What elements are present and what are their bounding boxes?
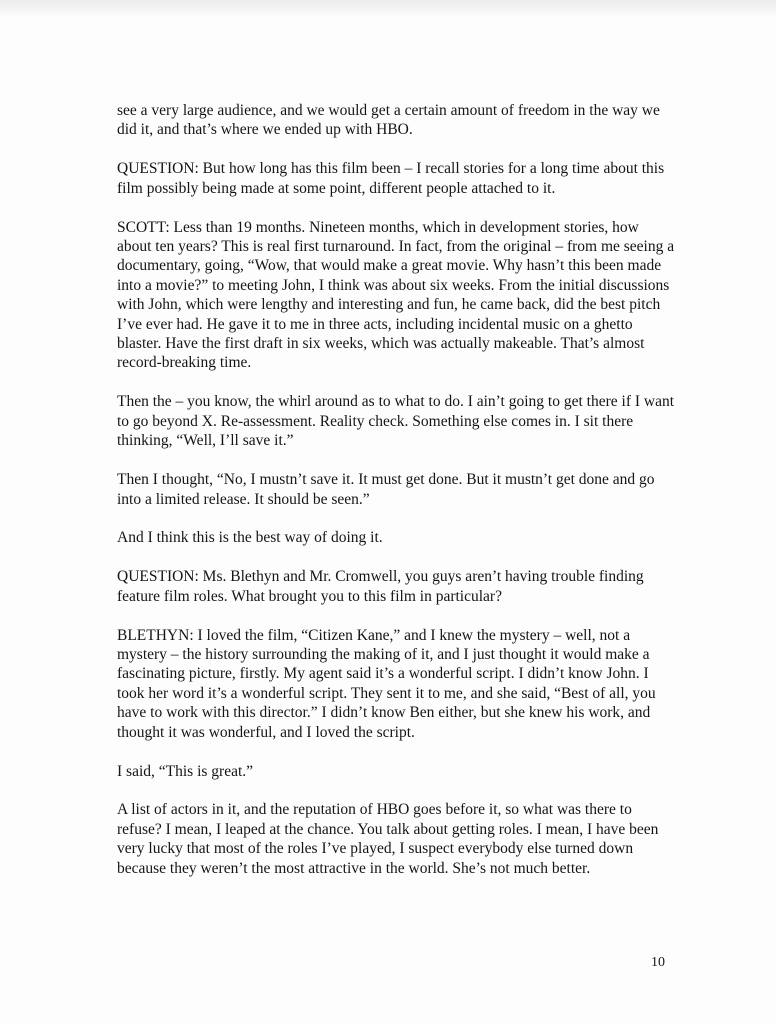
- page-number: 10: [651, 955, 665, 970]
- scan-edge-shadow: [0, 0, 776, 18]
- paragraph: BLETHYN: I loved the film, “Citizen Kane,” and I knew the mystery – well, not a mystery – the history surrounding the making of it, and I just thought it would make a fascinating picture, firstly. My agent said it’s a wonderful script. I didn’t know John. I took her word it’s a wonderful script. They sent it to me, and she said, “Best of all, you have to work with this director.” I didn’t know Ben either, but she knew his work, and thought it was wonderful, and I loved the script.: [117, 626, 656, 741]
- paragraph: Then the – you know, the whirl around as to what to do. I ain’t going to get there if I want to go beyond X. Re-assessment. Reality check. Something else comes in. I sit there thinking, “Well, I’ll save it.”: [117, 393, 675, 450]
- transcript-body: [117, 101, 677, 898]
- paragraph: Then I thought, “No, I mustn’t save it. It must get done. But it mustn’t get done and go into a limited release. It should be seen.”: [117, 471, 655, 508]
- paragraph: QUESTION: Ms. Blethyn and Mr. Cromwell, you guys aren’t having trouble finding feature film roles. What brought you to this film in particular?: [117, 568, 644, 605]
- paragraph: see a very large audience, and we would get a certain amount of freedom in the way we did it, and that’s where we ended up with HBO.: [117, 102, 660, 139]
- paragraph: QUESTION: But how long has this film been – I recall stories for a long time about this film possibly being made at some point, different people attached to it.: [117, 160, 665, 197]
- paragraph: SCOTT: Less than 19 months. Nineteen months, which in development stories, how about ten years? This is real first turnaround. In fact, from the original – from me seeing a documentary, going, “Wow, that would make a great movie. Why hasn’t this been made into a movie?” to meeting John, I think was about six weeks. From the initial discussions with John, which were lengthy and interesting and fun, he came back, did the best pitch I’ve ever had. He gave it to me in three acts, including incidental music on a ghetto blaster. Have the first draft in six weeks, which was actually makeable. That’s almost record-breaking time.: [117, 218, 675, 372]
- paragraph: I said, “This is great.”: [117, 762, 254, 780]
- paragraph: And I think this is the best way of doing it.: [117, 529, 383, 547]
- paragraph: A list of actors in it, and the reputation of HBO goes before it, so what was there to refuse? I mean, I leaped at the chance. You talk about getting roles. I mean, I have been very lucky that most of the roles I’ve played, I suspect everybody else turned down because they weren’t the most attractive in the world. She’s not much better.: [117, 801, 659, 877]
